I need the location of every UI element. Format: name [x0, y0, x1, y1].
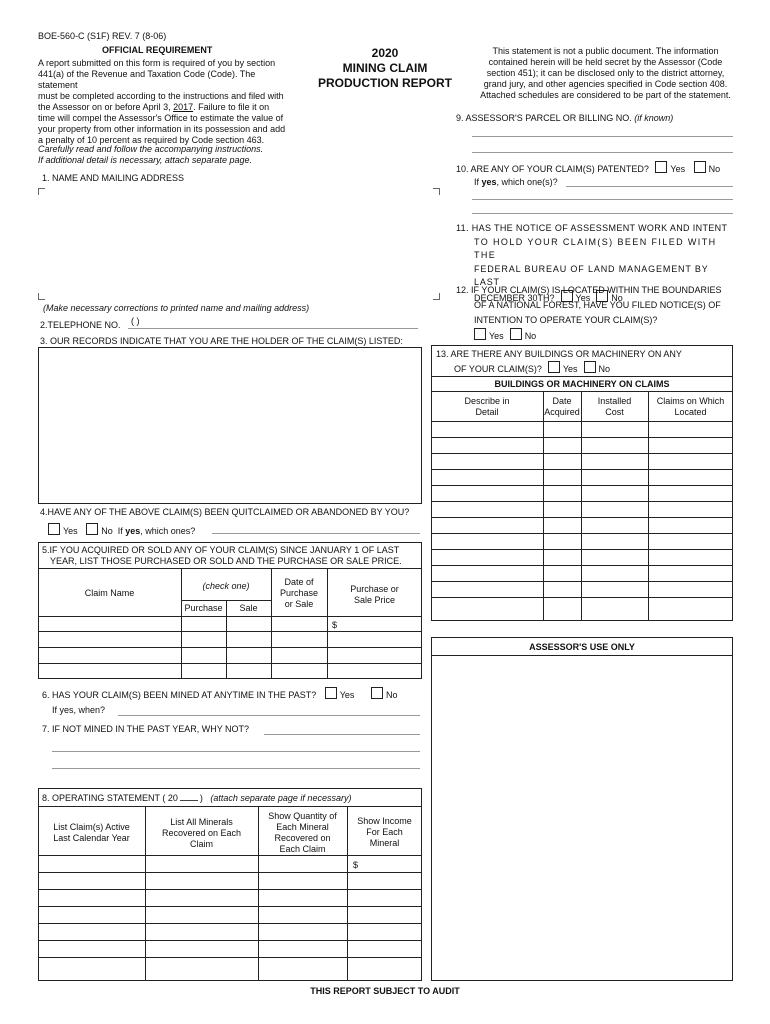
- q8-note: (attach separate page if necessary): [210, 793, 352, 803]
- q8-title-part: ): [199, 793, 203, 803]
- q8-title: [42, 792, 351, 804]
- assessor-use-heading: ASSESSOR'S USE ONLY: [529, 642, 635, 652]
- col-price-line: Sale Price: [353, 595, 396, 605]
- if-label: If: [474, 177, 482, 187]
- q10-which-input-line[interactable]: [472, 199, 733, 200]
- yes-label: Yes: [670, 164, 686, 174]
- q10-which-input-line[interactable]: [472, 213, 733, 214]
- q13-yes-checkbox[interactable]: [548, 361, 560, 373]
- q13-text: OF YOUR CLAIM(S)?: [454, 363, 542, 374]
- col-line: Cost: [605, 407, 624, 417]
- q7-input-line[interactable]: [52, 768, 420, 769]
- q11-line: FEDERAL BUREAU OF LAND MANAGEMENT BY LAST: [474, 263, 709, 287]
- official-line-part: . Failure to file it on: [193, 102, 270, 112]
- col-line: List All Minerals: [170, 817, 233, 827]
- no-label: No: [611, 292, 623, 303]
- col-quantity: [258, 811, 347, 855]
- col-claims-located: [648, 396, 733, 418]
- official-line: [38, 102, 288, 113]
- name-address-field[interactable]: [38, 188, 440, 300]
- q5-line: 5.IF YOU ACQUIRED OR SOLD ANY OF YOUR CLAIM(S) SINCE JANUARY 1 OF LAST: [42, 545, 400, 555]
- yes-bold: yes: [481, 177, 497, 187]
- q10-which-input[interactable]: [566, 186, 733, 187]
- q11-line: TO HOLD YOUR CLAIM(S) BEEN FILED WITH THE: [474, 236, 717, 260]
- col-line: Recovered on: [274, 833, 331, 843]
- col-price: [327, 584, 422, 606]
- col-describe: [431, 396, 543, 418]
- q6-label: [42, 687, 397, 701]
- which-label: , which ones?: [140, 526, 196, 536]
- official-text: [38, 58, 288, 146]
- col-line: Date: [552, 396, 572, 406]
- secrecy-line: This statement is not a public document. The information: [492, 46, 719, 56]
- col-line: Last Calendar Year: [53, 833, 130, 843]
- yes-label: Yes: [339, 690, 355, 700]
- q6-when-label: If yes, when?: [52, 705, 106, 715]
- telephone-input[interactable]: [128, 328, 418, 329]
- q4-answer: [42, 523, 195, 537]
- q2-label: 2.TELEPHONE NO.: [40, 320, 121, 330]
- if-label: If: [117, 526, 126, 536]
- q7-input[interactable]: [264, 734, 420, 735]
- q5-label: [42, 545, 402, 567]
- q12-no-checkbox[interactable]: [510, 328, 522, 340]
- q9-label: [456, 113, 673, 124]
- dollar-sign: $: [353, 860, 359, 870]
- q11-line: 11. HAS THE NOTICE OF ASSESSMENT WORK AND INTENT: [456, 223, 728, 233]
- col-line: Claims on Which: [656, 396, 725, 406]
- official-line: must be completed according to the instructions and filed with: [38, 91, 284, 101]
- instructions: [38, 144, 263, 166]
- col-installed-cost: [581, 396, 648, 418]
- form-title: [300, 46, 470, 91]
- yes-label: Yes: [575, 292, 591, 303]
- col-line: Show Quantity of: [268, 811, 337, 821]
- instructions-line: If additional detail is necessary, attach separate page.: [38, 155, 252, 165]
- no-label: No: [598, 363, 611, 374]
- no-label: No: [708, 164, 721, 174]
- official-line: time will compel the Assessor's Office to estimate the value of: [38, 113, 284, 123]
- col-income: [347, 816, 422, 849]
- q12-label: [456, 283, 741, 344]
- col-date: [271, 577, 327, 610]
- q6-no-checkbox[interactable]: [371, 687, 383, 699]
- q13-no-checkbox[interactable]: [584, 361, 596, 373]
- q10-no-checkbox[interactable]: [694, 161, 706, 173]
- col-minerals: [145, 817, 258, 850]
- q8-title-part: 8. OPERATING STATEMENT ( 20: [42, 793, 178, 803]
- official-line: your property from other information in its possession and add: [38, 124, 286, 134]
- corrections-note: (Make necessary corrections to printed name and mailing address): [43, 303, 310, 313]
- secrecy-line: Attached schedules are considered to be part of the statement.: [480, 90, 731, 100]
- official-line: A report submitted on this form is required of you by section: [38, 58, 276, 68]
- col-date-acquired: [543, 396, 581, 418]
- official-line-part: the Assessor on or before April 3,: [38, 102, 174, 112]
- col-date-line: Purchase: [279, 588, 319, 598]
- q13-label: [436, 348, 682, 375]
- q10-label: [456, 161, 720, 175]
- q4-no-checkbox[interactable]: [86, 523, 98, 535]
- secrecy-line: section 451); it can be disclosed only to the district attorney,: [486, 68, 725, 78]
- no-label: No: [524, 331, 537, 341]
- col-line: Each Mineral: [276, 822, 329, 832]
- col-date-line: Date of: [284, 577, 314, 587]
- yes-label: Yes: [562, 363, 578, 374]
- secrecy-line: grand jury, and other agencies specified in Code section 408.: [483, 79, 728, 89]
- q10-yes-checkbox[interactable]: [655, 161, 667, 173]
- col-line: Claim: [189, 839, 213, 849]
- q1-label: 1. NAME AND MAILING ADDRESS: [42, 173, 185, 183]
- which-label: , which one(s)?: [496, 177, 558, 187]
- col-line: Located: [674, 407, 707, 417]
- q12-yes-checkbox[interactable]: [474, 328, 486, 340]
- q10-text: 10. ARE ANY OF YOUR CLAIM(S) PATENTED?: [456, 164, 649, 174]
- form-id: BOE-560-C (S1F) REV. 7 (8-06): [38, 31, 167, 41]
- q13-line: 13. ARE THERE ANY BUILDINGS OR MACHINERY ON ANY: [436, 349, 682, 359]
- col-line: Describe in: [464, 396, 510, 406]
- col-price-line: Purchase or: [350, 584, 399, 594]
- q7-label: 7. IF NOT MINED IN THE PAST YEAR, WHY NOT?: [42, 724, 250, 734]
- no-label: No: [101, 526, 113, 536]
- q6-text: 6. HAS YOUR CLAIM(S) BEEN MINED AT ANYTIME IN THE PAST?: [42, 690, 317, 700]
- yes-bold: yes: [125, 526, 141, 536]
- year-input[interactable]: [180, 792, 198, 801]
- col-line: Recovered on Each: [161, 828, 242, 838]
- buildings-heading: BUILDINGS OR MACHINERY ON CLAIMS: [494, 379, 670, 389]
- no-label: No: [385, 690, 398, 700]
- col-line: Each Claim: [279, 844, 326, 854]
- col-active-claims: [38, 822, 145, 844]
- q7-input-line[interactable]: [52, 751, 420, 752]
- secrecy-notice: [478, 46, 733, 101]
- col-line: Installed: [597, 396, 632, 406]
- q4-yes-checkbox[interactable]: [48, 523, 60, 535]
- q6-yes-checkbox[interactable]: [325, 687, 337, 699]
- yes-label: Yes: [63, 526, 78, 536]
- official-line: 441(a) of the Revenue and Taxation Code (Code). The statement: [38, 69, 256, 90]
- official-line: a penalty of 10 percent as required by Code section 463.: [38, 135, 265, 145]
- instructions-line: Carefully read and follow the accompanying instructions.: [38, 144, 264, 154]
- claims-list-box[interactable]: [38, 347, 422, 504]
- q12-line: [456, 328, 741, 344]
- q11-text: DECEMBER 30TH?: [474, 292, 555, 303]
- deadline-year: 2017: [173, 102, 194, 112]
- col-line: List Claim(s) Active: [53, 822, 130, 832]
- title-year: 2020: [371, 46, 399, 60]
- parcel-number-input-line[interactable]: [472, 152, 733, 153]
- title-line2: PRODUCTION REPORT: [317, 76, 452, 90]
- area-code-parens: ( ): [131, 316, 140, 326]
- q5-line: YEAR, LIST THOSE PURCHASED OR SOLD AND THE PURCHASE OR SALE PRICE.: [50, 556, 402, 566]
- col-line: Show Income: [357, 816, 412, 826]
- col-check-one: (check one): [202, 581, 250, 591]
- q9-known: (if known): [634, 113, 674, 123]
- col-line: Mineral: [369, 838, 400, 848]
- q13-line: [436, 361, 682, 376]
- secrecy-line: contained herein will be held secret by the Assessor (Code: [488, 57, 723, 67]
- parcel-number-input[interactable]: [472, 136, 733, 137]
- q6-when-input[interactable]: [118, 715, 420, 716]
- col-sale: Sale: [239, 603, 258, 613]
- title-line1: MINING CLAIM: [342, 61, 428, 75]
- q3-label: 3. OUR RECORDS INDICATE THAT YOU ARE THE HOLDER OF THE CLAIM(S) LISTED:: [40, 336, 403, 346]
- assessor-use-box: [431, 637, 733, 981]
- q12-line: OF A NATIONAL FOREST, HAVE YOU FILED NOTICE(S) OF: [474, 300, 721, 310]
- q9-text: 9. ASSESSOR'S PARCEL OR BILLING NO.: [456, 113, 635, 123]
- official-heading: OFFICIAL REQUIREMENT: [102, 45, 213, 55]
- col-date-line: or Sale: [284, 599, 314, 609]
- col-line: Detail: [475, 407, 499, 417]
- footer-audit: THIS REPORT SUBJECT TO AUDIT: [310, 986, 460, 996]
- col-line: Acquired: [544, 407, 580, 417]
- q4-label: 4.HAVE ANY OF THE ABOVE CLAIM(S) BEEN QUITCLAIMED OR ABANDONED BY YOU?: [40, 507, 410, 517]
- q12-line: 12. IF YOUR CLAIM(S) IS LOCATED WITHIN THE BOUNDARIES: [456, 285, 722, 295]
- col-line: For Each: [366, 827, 403, 837]
- dollar-sign: $: [332, 620, 338, 630]
- yes-label: Yes: [489, 331, 504, 341]
- q4-which-input[interactable]: [212, 533, 420, 534]
- col-purchase: Purchase: [184, 603, 223, 613]
- q12-line: INTENTION TO OPERATE YOUR CLAIM(S)?: [474, 315, 658, 325]
- q10-which: [474, 177, 558, 188]
- col-claim-name: Claim Name: [84, 588, 135, 598]
